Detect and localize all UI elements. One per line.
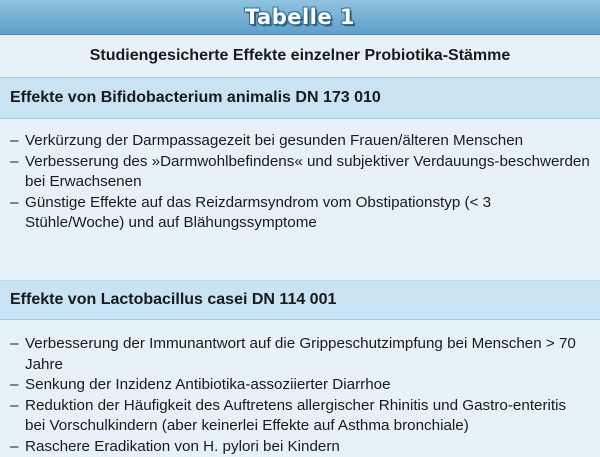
list-item: – Senkung der Inzidenz Antibiotika-assoziierter Diarrhoe — [10, 375, 590, 396]
section-header-lactobacillus: Effekte von Lactobacillus casei DN 114 001 — [0, 281, 600, 320]
section-body-lactobacillus — [0, 320, 600, 454]
list-item: – Verkürzung der Darmpassagezeit bei gesunden Frauen/älteren Menschen — [10, 131, 590, 152]
table-title-bar — [0, 0, 600, 35]
list-item: – Verbesserung der Immunantwort auf die Grippeschutzimpfung bei Menschen > 70 Jahre — [10, 334, 590, 375]
table-title: Tabelle 1 — [245, 5, 355, 29]
effects-list-lactobacillus — [10, 334, 590, 457]
section-header-bifidobacterium: Effekte von Bifidobacterium animalis DN 173 010 — [0, 78, 600, 119]
table-subtitle: Studiengesicherte Effekte einzelner Probiotika-Stämme — [0, 35, 600, 78]
effects-list-bifidobacterium — [10, 131, 590, 234]
list-item: – Günstige Effekte auf das Reizdarmsyndrom vom Obstipationstyp (< 3 Stühle/Woche) und auf Blähungssymptome — [10, 193, 590, 234]
list-item: – Verbesserung des »Darmwohlbefindens« und subjektiver Verdauungs-beschwerden bei Erwachsenen — [10, 152, 590, 193]
list-item: – Reduktion der Häufigkeit des Auftretens allergischer Rhinitis und Gastro-enteritis bei Vorschulkindern (aber keinerlei Effekte auf Asthma bronchiale) — [10, 396, 590, 437]
section-body-bifidobacterium — [0, 119, 600, 281]
list-item: – Raschere Eradikation von H. pylori bei Kindern — [10, 437, 590, 457]
